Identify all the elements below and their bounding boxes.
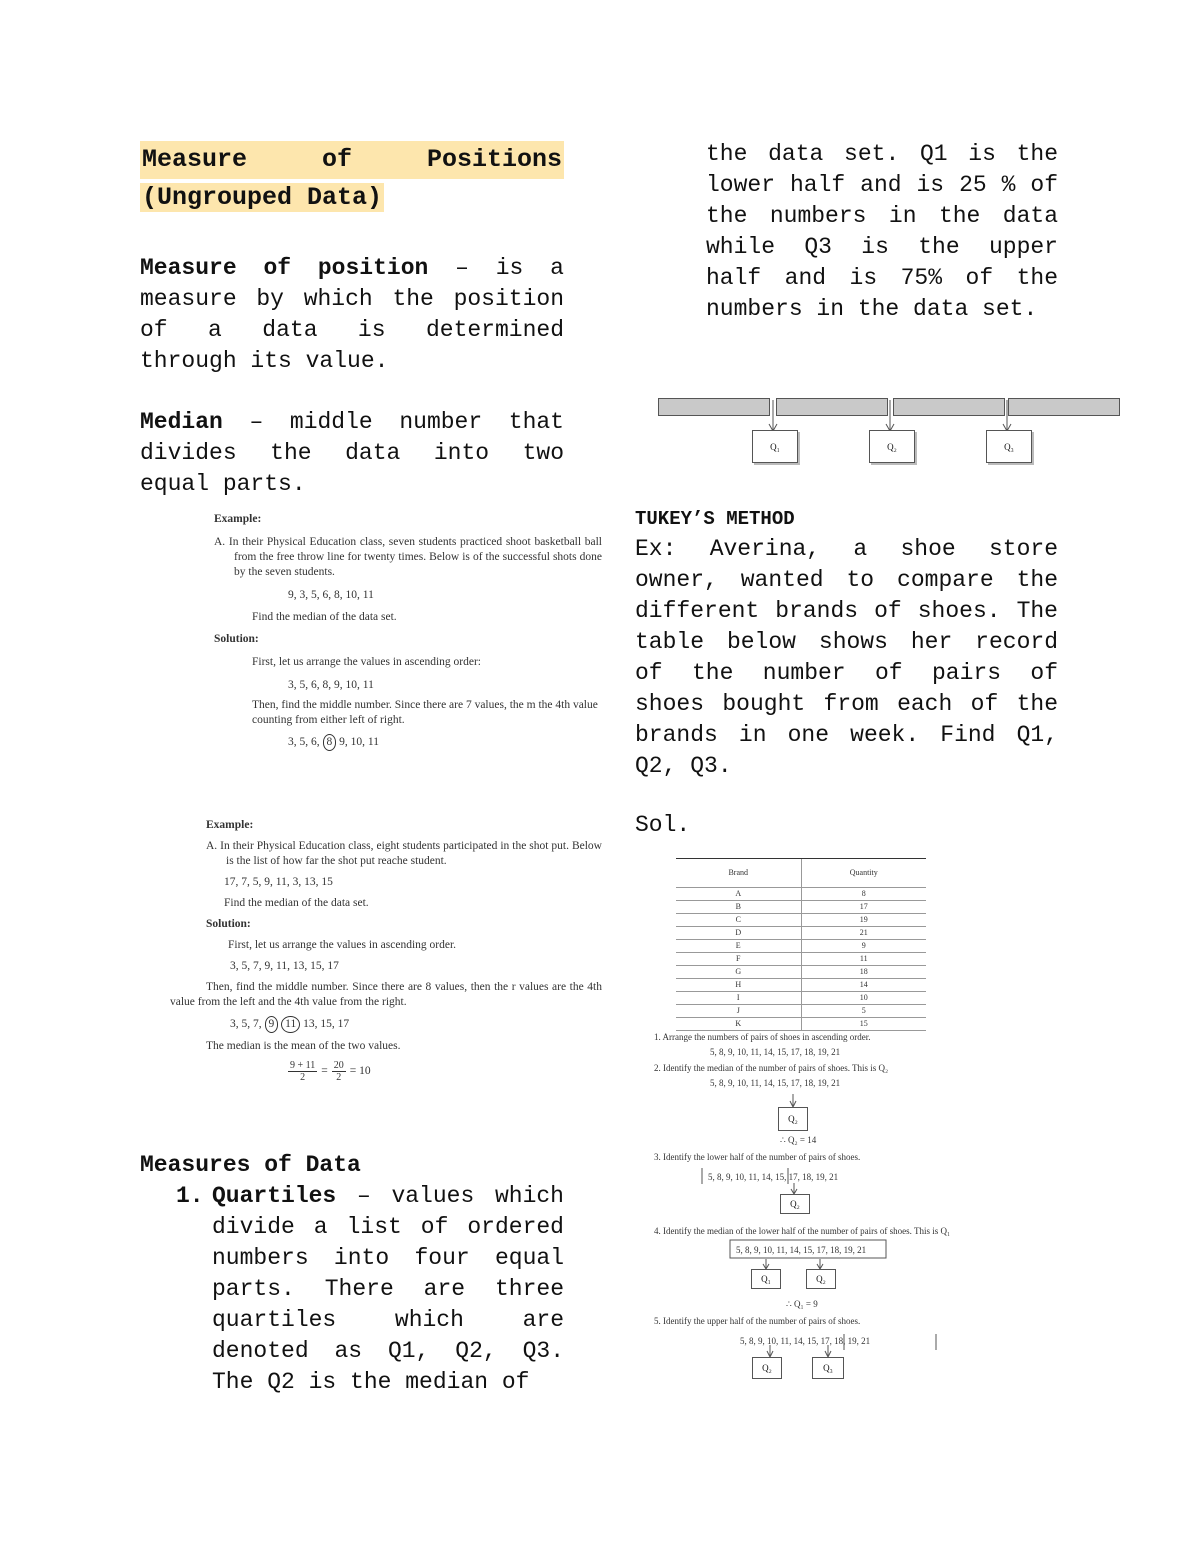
q2-box: Q₂ (869, 430, 915, 463)
fraction-2-numerator: 20 (333, 1060, 344, 1071)
title-word-2: of (321, 145, 352, 174)
example-2-solution-label: Solution: (206, 918, 251, 930)
example-2-sorted: 3, 5, 7, 9, 11, 13, 15, 17 (230, 960, 339, 972)
quantity-cell: 18 (801, 966, 926, 979)
measures-of-data-heading: Measures of Data (140, 1152, 361, 1178)
step-5-q2-box: Q₂ (752, 1357, 782, 1379)
fraction-1-denominator: 2 (300, 1072, 306, 1083)
quartiles-continued: the data set. Q1 is the lower half and is 25 % of the numbers in the data while Q3 is the upper half and is 75% of the numbers in the data set. (706, 141, 1058, 322)
quantity-cell: 17 (801, 901, 926, 914)
example-1-sorted: 3, 5, 6, 8, 9, 10, 11 (288, 679, 374, 691)
example-2-circle-1: 9 (265, 1016, 279, 1033)
quartiles-term: Quartiles (212, 1183, 337, 1209)
measure-of-position-term: Measure of position (140, 255, 429, 281)
quantity-cell: 5 (801, 1005, 926, 1018)
title-line-2: (Ungrouped Data) (142, 183, 383, 212)
example-2-label: Example: (206, 819, 254, 831)
median-term: Median (140, 409, 223, 435)
fraction-1-numerator: 9 + 11 (290, 1060, 316, 1071)
example-2-mean-text: The median is the mean of the two values. (206, 1040, 401, 1052)
step-1: 1. Arrange the numbers of pairs of shoes in ascending order. (654, 1032, 871, 1042)
example-2-problem: A. In their Physical Education class, eight students participated in the shot put. Below is the list of how far the shot put reache student. (206, 840, 602, 867)
q3-box: Q₃ (986, 430, 1032, 463)
example-1-task: Find the median of the data set. (252, 611, 397, 623)
step-3: 3. Identify the lower half of the number of pairs of shoes. (654, 1152, 861, 1162)
step-2-result: ∴ Q₂ = 14 (780, 1135, 817, 1145)
brand-cell: D (676, 927, 801, 940)
step-1-data: 5, 8, 9, 10, 11, 14, 15, 17, 18, 19, 21 (710, 1047, 841, 1057)
quantity-cell: 21 (801, 927, 926, 940)
solution-label: Sol. (635, 812, 691, 838)
brand-cell: C (676, 914, 801, 927)
example-2-result: = 10 (349, 1065, 371, 1077)
step-5-data: 5, 8, 9, 10, 11, 14, 15, 17, 18, 19, 21 (740, 1336, 871, 1346)
example-2-final-pre: 3, 5, 7, (230, 1018, 262, 1030)
title-word-1: Measure (142, 145, 248, 174)
brand-cell: H (676, 979, 801, 992)
step-3-data: 5, 8, 9, 10, 11, 14, 15, 17, 18, 19, 21 (708, 1172, 839, 1182)
tukey-heading: TUKEY’S METHOD (635, 508, 795, 530)
example-1-final-pre: 3, 5, 6, (288, 736, 320, 748)
measure-of-position-text: – is a measure by which the position of a data is determined through its value. (140, 255, 564, 374)
example-1-final-post: 9, 10, 11 (339, 736, 379, 748)
example-2-data: 17, 7, 5, 9, 11, 3, 13, 15 (224, 876, 333, 888)
step-5-q3-box: Q₃ (812, 1357, 844, 1379)
quantity-cell: 8 (801, 888, 926, 901)
example-1-step-2: Then, find the middle number. Since there are 7 values, the m the 4th value counting from either left of right. (252, 699, 598, 726)
quantity-cell: Quantity (801, 859, 926, 888)
brand-cell: A (676, 888, 801, 901)
example-1-step-1: First, let us arrange the values in ascending order: (252, 656, 481, 668)
brand-cell: F (676, 953, 801, 966)
example-2-step-2: Then, find the middle number. Since there are 8 values, then the r values are the 4th value from the left and the 4th value from the right. (170, 981, 602, 1008)
example-1-solution-label: Solution: (214, 633, 259, 645)
quantity-cell: 14 (801, 979, 926, 992)
fraction-2-denominator: 2 (336, 1072, 342, 1083)
brand-cell: Brand (676, 859, 801, 888)
example-1-label: Example: (214, 513, 262, 525)
brand-cell: K (676, 1018, 801, 1031)
example-1-data: 9, 3, 5, 6, 8, 10, 11 (288, 589, 374, 601)
step-2: 2. Identify the median of the number of pairs of shoes. This is Q₂ (654, 1063, 889, 1073)
quantity-cell: 15 (801, 1018, 926, 1031)
brand-cell: E (676, 940, 801, 953)
tukey-example: Ex: Averina, a shoe store owner, wanted to compare the different brands of shoes. The table below shows her record of the number of pairs of shoes bought from each of the brands in one week. Find Q1, Q2, Q3. (635, 536, 1058, 779)
step-3-q2-box: Q₂ (780, 1194, 810, 1214)
step-4: 4. Identify the median of the lower half of the number of pairs of shoes. This is Q₁ (654, 1226, 951, 1236)
example-2-task: Find the median of the data set. (224, 897, 369, 909)
quantity-cell: 10 (801, 992, 926, 1005)
quantity-cell: 9 (801, 940, 926, 953)
step-4-result: ∴ Q₁ = 9 (786, 1299, 818, 1309)
quartiles-number: 1. (176, 1183, 204, 1209)
title-word-3: Positions (426, 145, 562, 174)
example-2-final-post: 13, 15, 17 (303, 1018, 350, 1030)
median-text: – middle number that divides the data into two equal parts. (140, 409, 564, 497)
step-4-q1-box: Q₁ (751, 1269, 781, 1289)
brand-cell: B (676, 901, 801, 914)
quartiles-text: – values which divide a list of ordered numbers into four equal parts. There are three quartiles which are denoted as Q1, Q2, Q3. The Q2 is the median of (212, 1183, 564, 1395)
brand-cell: I (676, 992, 801, 1005)
step-2-data: 5, 8, 9, 10, 11, 14, 15, 17, 18, 19, 21 (710, 1078, 841, 1088)
brand-cell: G (676, 966, 801, 979)
quantity-cell: 11 (801, 953, 926, 966)
example-2-circle-2: 11 (281, 1016, 300, 1033)
step-4-q2-box: Q₂ (806, 1269, 836, 1289)
brand-cell: J (676, 1005, 801, 1018)
step-5: 5. Identify the upper half of the number of pairs of shoes. (654, 1316, 861, 1326)
example-2-calculation: $\frac{9 + 11}{2}$ = $\frac{20}{2}$ = 10 (290, 1060, 371, 1083)
q1-box: Q₁ (752, 430, 798, 463)
example-2-step-1: First, let us arrange the values in ascending order. (228, 939, 457, 951)
example-1-problem: A. In their Physical Education class, seven students practiced shoot basketball ball from the free throw line for twenty times. Below is of the successful shots done by the seven students. (214, 536, 602, 578)
step-2-q2-box: Q₂ (778, 1107, 808, 1131)
example-1-median-circle: 8 (323, 734, 337, 751)
step-4-data: 5, 8, 9, 10, 11, 14, 15, 17, 18, 19, 21 (736, 1245, 867, 1255)
quantity-cell: 19 (801, 914, 926, 927)
